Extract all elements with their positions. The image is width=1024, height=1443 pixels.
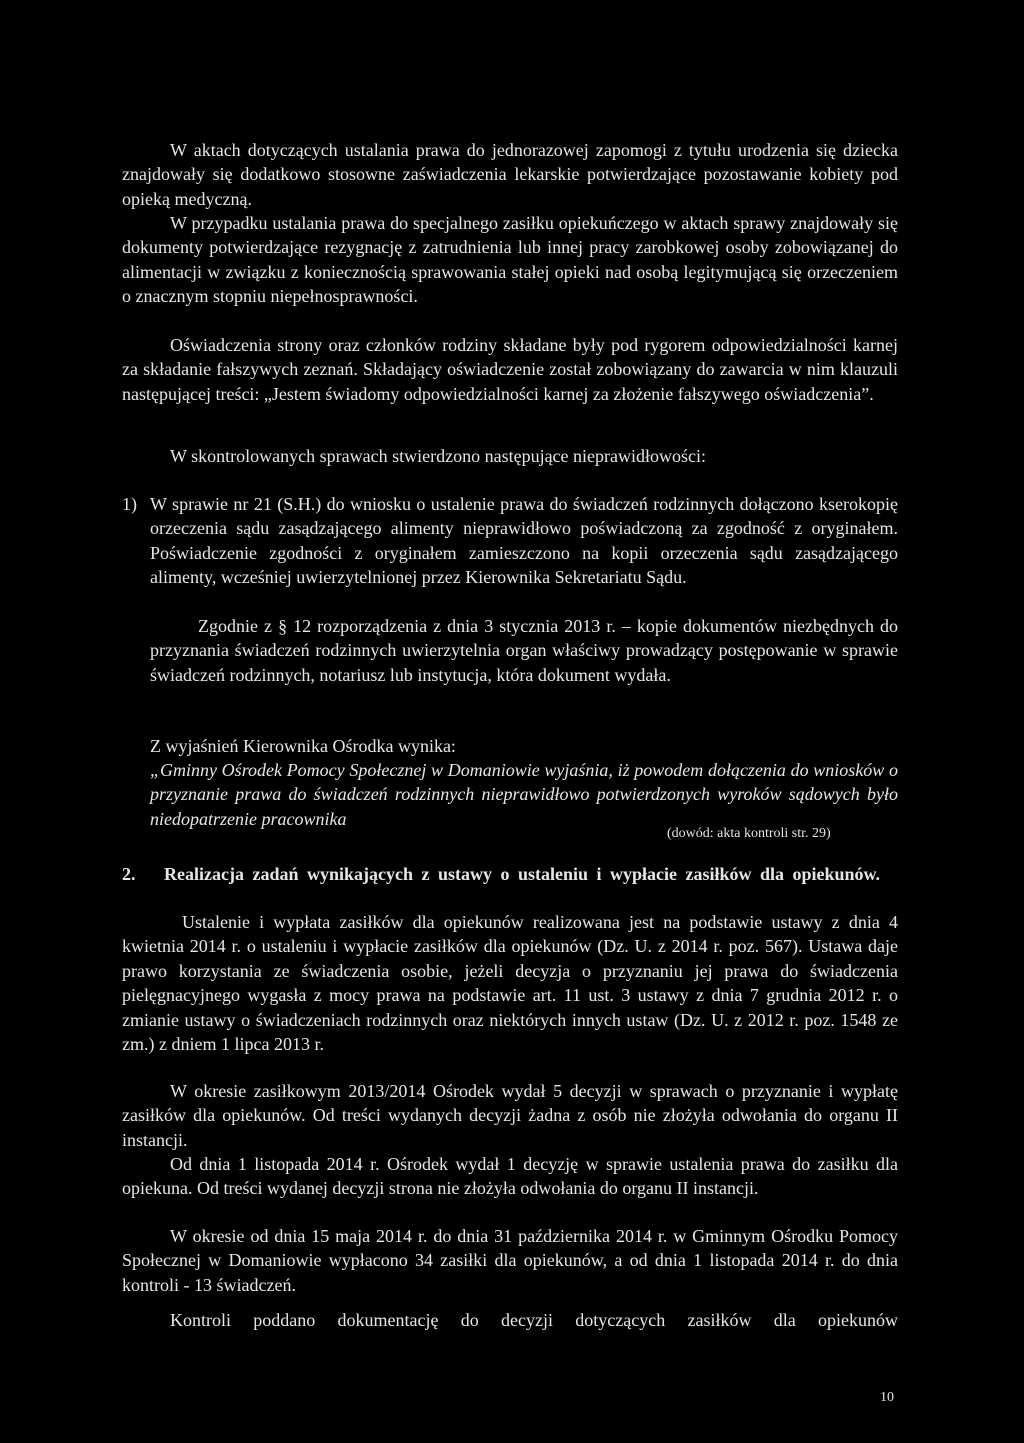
paragraph-birth-grant: W aktach dotyczących ustalania prawa do jednorazowej zapomogi z tytułu urodzenia się dziecka znajdowały się dodatkowo stosowne zaświadczenia lekarskie potwierdzające pozostawanie kobiety pod opieką medyczną. — [122, 140, 898, 209]
section-title: Realizacja zadań wynikających z ustawy o ustaleniu i wypłacie zasiłków dla opiekunów. — [164, 864, 881, 884]
paragraph-legal-basis: Ustalenie i wypłata zasiłków dla opiekunów realizowana jest na podstawie ustawy z dnia 4 kwietnia 2014 r. o ustaleniu i wypłacie zasiłków dla opiekunów (Dz. U. z 2014 r. poz. 567). Ustawa daje prawo korzystania ze świadczenia osobie, jeżeli decyzja o przyznaniu jej prawa do świadczenia pielęgnacyjnego wygasła z mocy prawa na podstawie art. 11 ust. 3 ustawy z dnia 7 grudnia 2012 r. o zmianie ustawy o świadczeniach rodzinnych oraz niektórych innych ustaw (Dz. U. z 2012 r. poz. 1548 ze zm.) z dniem 1 lipca 2013 r. — [122, 912, 898, 1055]
paragraph-irregularities-intro: W skontrolowanych sprawach stwierdzono następujące nieprawidłowości: — [170, 446, 707, 466]
paragraph-regulation: Zgodnie z § 12 rozporządzenia z dnia 3 stycznia 2013 r. – kopie dokumentów niezbędnych do przyznania świadczeń rodzinnych uwierzytelnia organ właściwy prowadzący postępowanie w sprawie świadczeń rodzinnych, notariusz lub instytucja, która dokument wydała. — [150, 616, 898, 685]
explanation-quote: „Gminny Ośrodek Pomocy Społecznej w Domaniowie wyjaśnia, iż powodem dołączenia do wniosków o przyznanie prawa do świadczeń rodzinnych nieprawidłowo potwierdzonych wyroków sądowych było niedopatrzenie pracownika — [150, 760, 898, 829]
page-number: 10 — [880, 1390, 894, 1405]
paragraph-decisions-2013: W okresie zasiłkowym 2013/2014 Ośrodek wydał 5 decyzji w sprawach o przyznanie i wypłatę zasiłków dla opiekunów. Od treści wydanych decyzji żadna z osób nie złożyła odwołania do organu II instancji. — [122, 1081, 898, 1150]
paragraph-statements: Oświadczenia strony oraz członków rodziny składane były pod rygorem odpowiedzialności karnej za składanie fałszywych zeznań. Składający oświadczenie został zobowiązany do zawarcia w nim klauzuli następującej treści: „Jestem świadomy odpowiedzialności karnej za złożenie fałszywego oświadczenia”. — [122, 335, 898, 404]
paragraph-payments: W okresie od dnia 15 maja 2014 r. do dnia 31 października 2014 r. w Gminnym Ośrodku Pomocy Społecznej w Domaniowie wypłacono 34 zasiłki dla opiekunów, a od dnia 1 listopada 2014 r. do dnia kontroli - 13 świadczeń. — [122, 1226, 898, 1295]
section-number: 2. — [122, 864, 136, 884]
paragraph-case-21: W sprawie nr 21 (S.H.) do wniosku o ustalenie prawa do świadczeń rodzinnych dołączono kserokopię orzeczenia sądu zasądzającego alimenty nieprawidłowo poświadczoną za zgodność z oryginałem. Poświadczenie zgodności z oryginałem zamieszczono na kopii orzeczenia sądu zasądzającego alimenty, wcześniej uwierzytelnionej przez Kierownika Sekretariatu Sądu. — [150, 494, 898, 588]
evidence-note: (dowód: akta kontroli str. 29) — [667, 826, 831, 841]
paragraph-care-allowance: W przypadku ustalania prawa do specjalnego zasiłku opiekuńczego w aktach sprawy znajdowały się dokumenty potwierdzające rezygnację z zatrudnienia lub innej pracy zarobkowej osoby zobowiązanej do alimentacji w związku z koniecznością sprawowania stałej opieki nad osobą legitymującą się orzeczeniem o znacznym stopniu niepełnosprawności. — [122, 213, 898, 307]
item-number: 1) — [122, 494, 137, 514]
paragraph-documentation: Kontroli poddano dokumentację do decyzji dotyczących zasiłków dla opiekunów — [170, 1310, 898, 1330]
explanation-heading: Z wyjaśnień Kierownika Ośrodka wynika: — [150, 736, 456, 756]
paragraph-decisions-2014: Od dnia 1 listopada 2014 r. Ośrodek wydał 1 decyzję w sprawie ustalenia prawa do zasiłku dla opiekuna. Od treści wydanej decyzji strona nie złożyła odwołania do organu II instancji. — [122, 1154, 898, 1199]
